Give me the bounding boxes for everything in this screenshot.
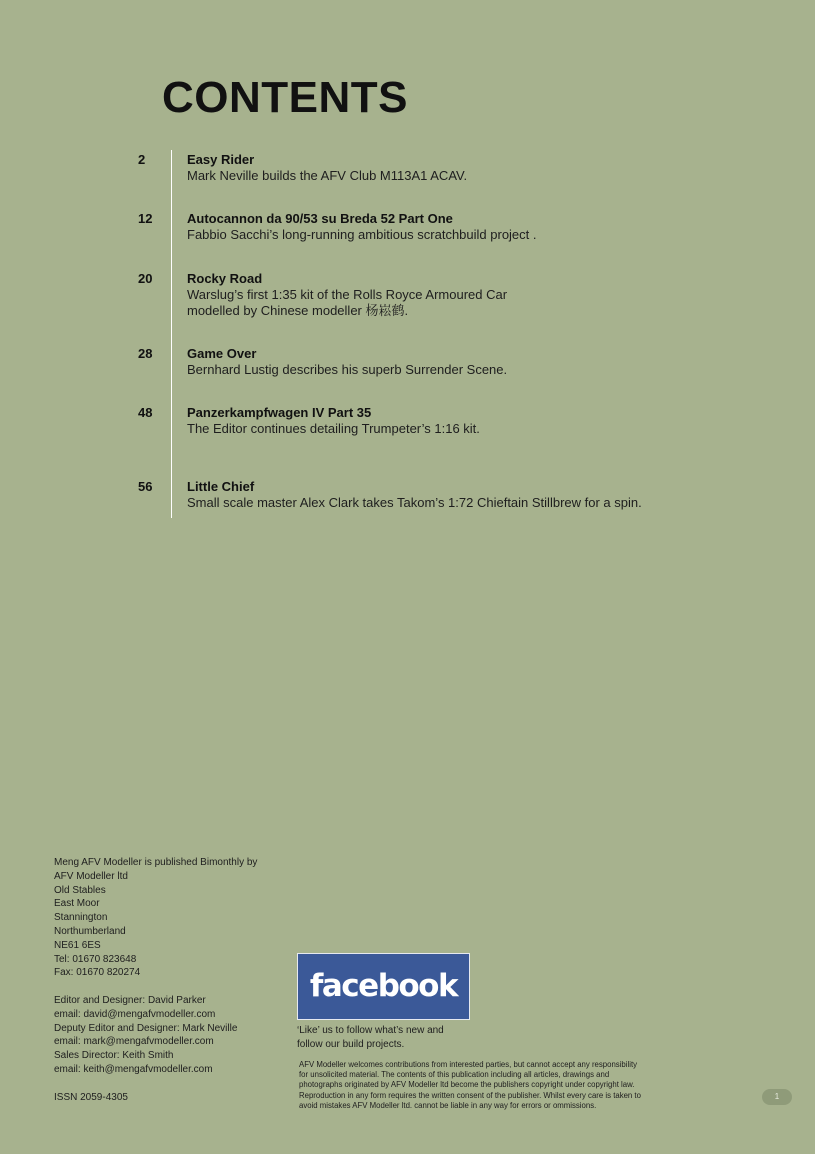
staff-line: Sales Director: Keith Smith — [54, 1050, 174, 1062]
contents-divider — [171, 150, 172, 518]
imprint-line: AFV Modeller ltd — [54, 870, 128, 882]
entry-heading: Little Chief — [187, 479, 255, 494]
entry-description: Small scale master Alex Clark takes Takom’s 1:72 Chieftain Stillbrew for a spin. — [187, 495, 642, 510]
page-number-badge: 1 — [762, 1089, 792, 1105]
imprint-line: Meng AFV Modeller is published Bimonthly by — [54, 857, 258, 868]
imprint-line: Northumberland — [54, 925, 126, 937]
facebook-note-line: ‘Like’ us to follow what’s new and — [297, 1025, 444, 1036]
staff-line: Editor and Designer: David Parker — [54, 994, 206, 1006]
disclaimer-line: AFV Modeller welcomes contributions from interested parties, but cannot accept any responsibility — [299, 1060, 638, 1069]
staff-email[interactable]: email: david@mengafvmodeller.com — [54, 1008, 216, 1020]
entry-heading: Autocannon da 90/53 su Breda 52 Part One — [187, 211, 453, 226]
imprint-line: Old Stables — [54, 884, 106, 896]
facebook-note-line: follow our build projects. — [297, 1039, 405, 1050]
entry-description: Bernhard Lustig describes his superb Surrender Scene. — [187, 362, 508, 377]
issn-number: ISSN 2059-4305 — [54, 1092, 128, 1103]
imprint-line: Tel: 01670 823648 — [54, 953, 137, 965]
entry-page-number: 20 — [138, 271, 153, 286]
disclaimer-line: photographs originated by AFV Modeller ltd become the publishers copyright under copyright law. — [299, 1080, 635, 1090]
facebook-logo[interactable] — [297, 953, 470, 1020]
staff-line: Deputy Editor and Designer: Mark Neville — [54, 1022, 238, 1034]
facebook-logo-text: facebook — [309, 968, 458, 1004]
imprint-line: Stannington — [54, 912, 108, 924]
disclaimer-line: for unsolicited material. The contents of this publication including all articles, drawings and — [299, 1070, 610, 1080]
entry-heading: Panzerkampfwagen IV Part 35 — [187, 405, 372, 420]
disclaimer-line: avoid mistakes AFV Modeller ltd. cannot be liable in any way for errors or ommissions. — [299, 1100, 597, 1110]
entry-description: The Editor continues detailing Trumpeter’s 1:16 kit. — [187, 421, 480, 436]
facebook-note — [297, 1024, 477, 1052]
entry-page-number: 48 — [138, 405, 153, 420]
page-title: CONTENTS — [162, 73, 408, 122]
entry-page-number: 28 — [138, 346, 153, 361]
entry-heading: Game Over — [187, 346, 257, 361]
entry-page-number: 56 — [138, 479, 153, 494]
entry-description: Fabbio Sacchi’s long-running ambitious scratchbuild project . — [187, 227, 537, 242]
imprint-line: NE61 6ES — [54, 939, 101, 951]
disclaimer-line: Reproduction in any form requires the written consent of the publisher. Whilst every care is taken to — [299, 1090, 641, 1100]
imprint-line: East Moor — [54, 898, 100, 910]
disclaimer — [299, 1060, 739, 1111]
entry-description: modelled by Chinese modeller 杨崧鹤. — [187, 302, 409, 318]
entry-heading: Easy Rider — [187, 152, 255, 167]
entry-page-number: 2 — [138, 152, 146, 167]
imprint-spacer — [54, 980, 294, 994]
entry-page-number: 12 — [138, 211, 153, 226]
entry-description: Mark Neville builds the AFV Club M113A1 ACAV. — [187, 168, 468, 183]
imprint-line: Fax: 01670 820274 — [54, 967, 141, 979]
entry-description: Warslug’s first 1:35 kit of the Rolls Royce Armoured Car — [187, 287, 508, 302]
entry-heading: Rocky Road — [187, 271, 263, 286]
staff-email[interactable]: email: keith@mengafvmodeller.com — [54, 1063, 213, 1075]
staff-email[interactable]: email: mark@mengafvmodeller.com — [54, 1036, 214, 1048]
publisher-imprint — [54, 856, 294, 1077]
